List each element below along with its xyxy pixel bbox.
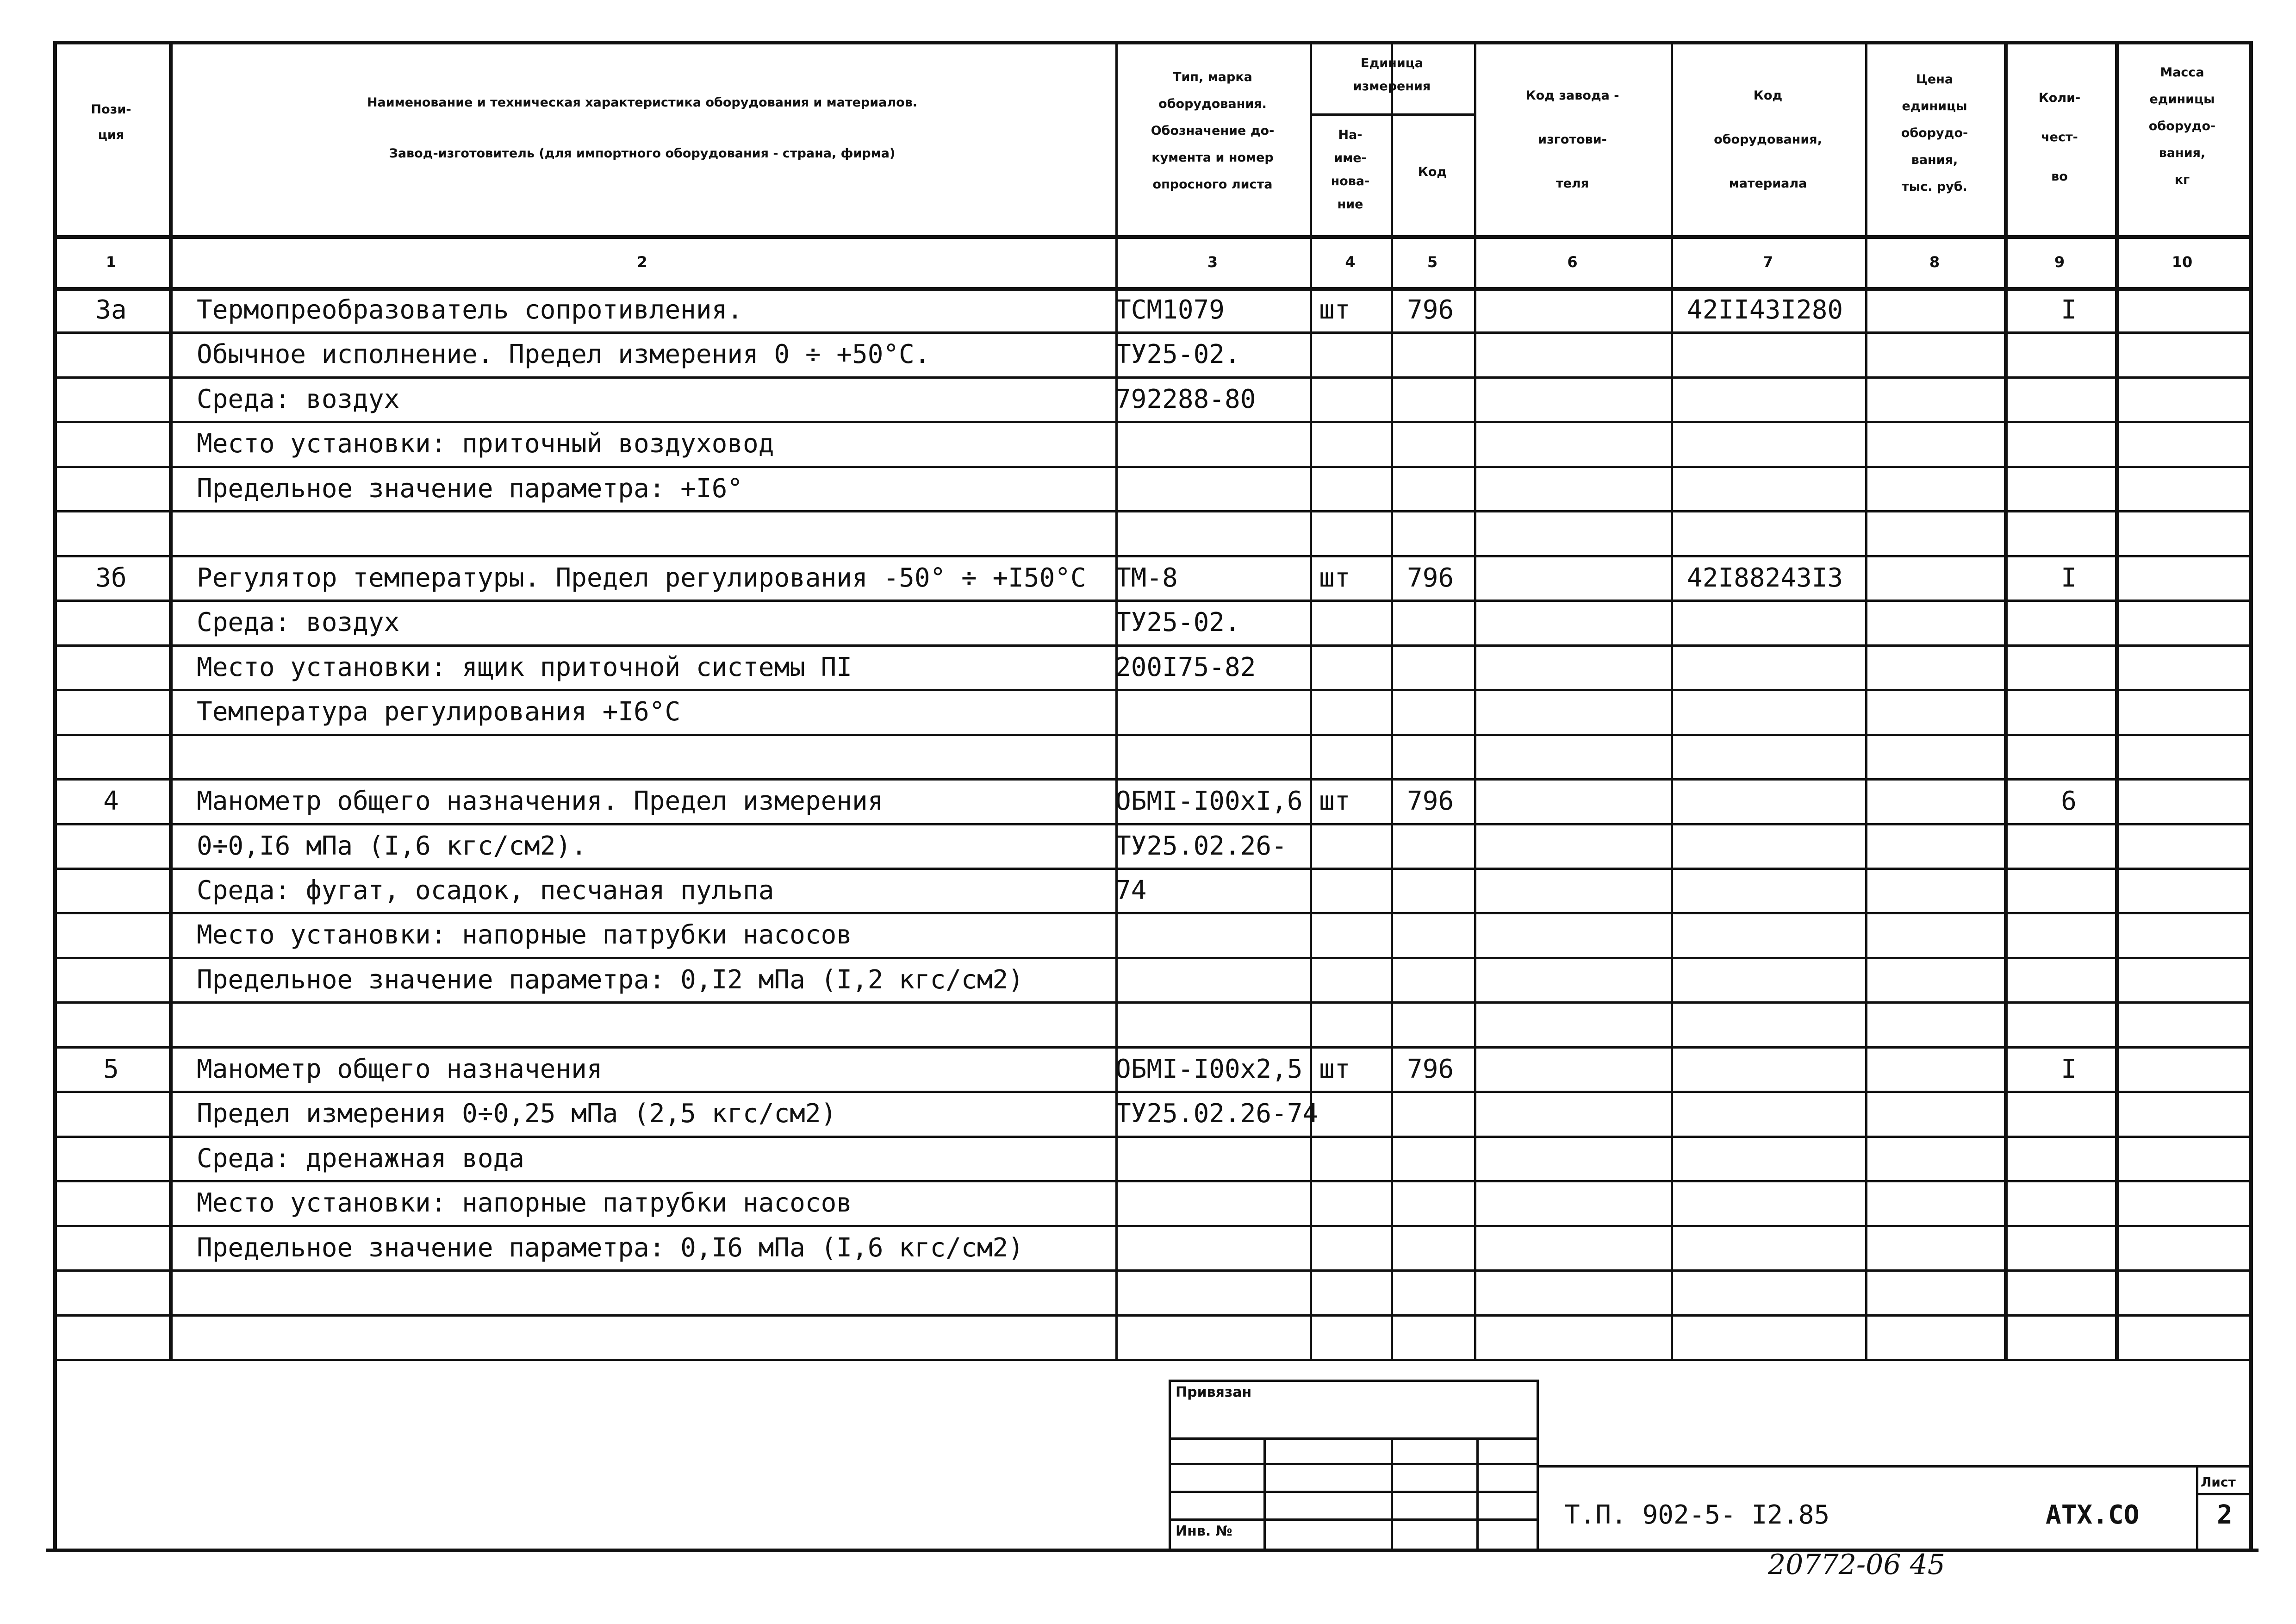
column-number: 6 bbox=[1567, 253, 1578, 271]
row-name: Среда: фугат, осадок, песчаная пульпа bbox=[197, 875, 774, 906]
row-line bbox=[53, 1359, 2249, 1361]
row-name: Среда: воздух bbox=[197, 607, 400, 638]
column-number: 2 bbox=[637, 253, 647, 271]
header-bottom bbox=[53, 235, 2249, 239]
row-line bbox=[53, 1091, 2249, 1093]
row-unit-code: 796 bbox=[1407, 562, 1454, 593]
header-quantity-line: Коли- bbox=[2038, 91, 2081, 105]
row-line bbox=[53, 510, 2249, 512]
row-type: ТСМ1079 bbox=[1115, 295, 1225, 325]
column-line bbox=[2115, 41, 2119, 1359]
header-price-line: единицы bbox=[1902, 99, 1967, 113]
row-type: ТМ-8 bbox=[1115, 562, 1178, 593]
row-name: Место установки: напорные патрубки насосов bbox=[197, 1188, 852, 1218]
header-mass-line: единицы bbox=[2149, 92, 2215, 106]
header-unit-group-line: Единица bbox=[1361, 56, 1423, 70]
stamp-line bbox=[1537, 1465, 2249, 1468]
header-mass-line: оборудо- bbox=[2148, 119, 2216, 133]
column-line bbox=[2004, 41, 2008, 1359]
header-quantity-line: во bbox=[2051, 169, 2068, 184]
header-type-line: опросного листа bbox=[1152, 177, 1273, 192]
header-unit-name-line: нова- bbox=[1331, 174, 1370, 188]
archive-number: 20772-06 45 bbox=[1768, 1549, 1945, 1581]
row-position: 5 bbox=[103, 1054, 119, 1084]
row-quantity: I bbox=[2061, 562, 2077, 593]
header-equipment-code-line: материала bbox=[1729, 176, 1807, 191]
row-name: Предел измерения 0÷0,25 мПа (2,5 кгс/см2) bbox=[197, 1099, 837, 1129]
column-number: 3 bbox=[1207, 253, 1218, 271]
stamp-line bbox=[1169, 1380, 1537, 1382]
row-name: Предельное значение параметра: 0,I6 мПа (I,6 кгс/см2) bbox=[197, 1232, 1024, 1263]
row-unit-code: 796 bbox=[1407, 786, 1454, 817]
row-type: ТУ25-02. bbox=[1115, 607, 1240, 638]
row-name: Обычное исполнение. Предел измерения 0 ÷ +50°С. bbox=[197, 339, 930, 370]
frame-right bbox=[2249, 41, 2253, 1549]
row-name: 0÷0,I6 мПа (I,6 кгс/см2). bbox=[197, 831, 587, 861]
header-price-line: тыс. руб. bbox=[1902, 180, 1967, 194]
row-type: ТУ25.02.26- bbox=[1115, 831, 1287, 861]
row-equipment-code: 42I88243I3 bbox=[1687, 562, 1843, 593]
header-type-line: Тип, марка bbox=[1173, 70, 1252, 84]
row-quantity: 6 bbox=[2061, 786, 2077, 817]
column-line bbox=[1115, 41, 1118, 1359]
row-type: ТУ25.02.26-74 bbox=[1115, 1099, 1319, 1129]
column-line bbox=[1391, 41, 1393, 1359]
row-type: ТУ25-02. bbox=[1115, 339, 1240, 370]
stamp-line bbox=[1169, 1491, 1537, 1493]
row-unit: шт bbox=[1319, 1054, 1350, 1084]
row-line bbox=[53, 421, 2249, 423]
row-line bbox=[53, 734, 2249, 736]
sheet-label: Лист bbox=[2201, 1474, 2236, 1490]
header-name-line: Завод-изготовитель (для импортного оборудования - страна, фирма) bbox=[389, 146, 896, 161]
column-line bbox=[1671, 41, 1673, 1359]
row-line bbox=[53, 331, 2249, 334]
row-line bbox=[53, 1001, 2249, 1004]
document-mark: АТХ.СО bbox=[2046, 1500, 2140, 1530]
column-number: 7 bbox=[1762, 253, 1773, 271]
row-unit: шт bbox=[1319, 786, 1350, 817]
row-position: 4 bbox=[103, 786, 119, 817]
header-position-line: Пози- bbox=[91, 102, 131, 117]
row-line bbox=[53, 1269, 2249, 1272]
header-price-line: вания, bbox=[1911, 153, 1958, 167]
row-type: 74 bbox=[1115, 875, 1147, 906]
row-position: 3а bbox=[95, 295, 127, 325]
row-name: Температура регулирования +I6°С bbox=[197, 697, 681, 727]
row-line bbox=[53, 912, 2249, 914]
row-name: Место установки: ящик приточной системы ПI bbox=[197, 652, 852, 682]
header-type-line: кумента и номер bbox=[1151, 150, 1274, 165]
header-unit-group-line: измерения bbox=[1353, 79, 1431, 94]
column-number: 10 bbox=[2172, 253, 2193, 271]
header-equipment-code-line: оборудования, bbox=[1714, 132, 1822, 147]
document-code: Т.П. 902-5- I2.85 bbox=[1564, 1500, 1830, 1530]
column-number: 1 bbox=[106, 253, 117, 271]
row-name: Термопреобразователь сопротивления. bbox=[197, 295, 743, 325]
header-price-line: оборудо- bbox=[1901, 126, 1968, 140]
row-unit: шт bbox=[1319, 562, 1350, 593]
header-type-line: Обозначение до- bbox=[1151, 124, 1275, 138]
header-unit-name-line: име- bbox=[1334, 151, 1367, 165]
row-type: 792288-80 bbox=[1115, 384, 1256, 414]
stamp-line bbox=[1169, 1380, 1171, 1549]
row-name: Место установки: приточный воздуховод bbox=[197, 429, 774, 459]
column-line bbox=[169, 41, 173, 1359]
header-mass-line: Масса bbox=[2160, 65, 2204, 80]
row-position: 3б bbox=[95, 562, 127, 593]
header-mass-line: кг bbox=[2174, 173, 2190, 187]
stamp-line bbox=[1169, 1518, 1537, 1521]
stamp-line bbox=[2196, 1493, 2249, 1495]
header-quantity-line: чест- bbox=[2041, 130, 2078, 144]
column-number: 4 bbox=[1345, 253, 1356, 271]
header-unit-code-line: Код bbox=[1418, 165, 1447, 179]
row-quantity: I bbox=[2061, 295, 2077, 325]
header-name-line: Наименование и техническая характеристика оборудования и материалов. bbox=[367, 95, 918, 110]
header-unit-name-line: На- bbox=[1338, 128, 1363, 142]
row-unit: шт bbox=[1319, 295, 1350, 325]
header-plant-code-line: теля bbox=[1556, 176, 1589, 191]
header-plant-code-line: изготови- bbox=[1538, 132, 1607, 147]
header-unit-name-line: ние bbox=[1337, 197, 1363, 212]
privyazan-label: Привязан bbox=[1176, 1384, 1252, 1400]
row-name: Среда: дренажная вода bbox=[197, 1143, 525, 1174]
column-number: 5 bbox=[1427, 253, 1438, 271]
stamp-line bbox=[1391, 1437, 1393, 1549]
row-type: 200I75-82 bbox=[1115, 652, 1256, 682]
column-line bbox=[1865, 41, 1867, 1359]
row-name: Регулятор температуры. Предел регулирования -50° ÷ +I50°С bbox=[197, 562, 1086, 593]
row-name: Среда: воздух bbox=[197, 384, 400, 414]
header-mass-line: вания, bbox=[2159, 146, 2206, 160]
frame-top bbox=[53, 41, 2249, 44]
row-name: Манометр общего назначения. Предел измерения bbox=[197, 786, 884, 817]
header-plant-code-line: Код завода - bbox=[1525, 88, 1619, 103]
row-equipment-code: 42II43I280 bbox=[1687, 295, 1843, 325]
stamp-line bbox=[1169, 1437, 1537, 1440]
header-equipment-code-line: Код bbox=[1753, 88, 1783, 103]
header-price-line: Цена bbox=[1916, 72, 1954, 87]
row-type: ОБМI-I00х2,5 bbox=[1115, 1054, 1303, 1084]
row-line bbox=[53, 1314, 2249, 1317]
row-unit-code: 796 bbox=[1407, 295, 1454, 325]
stamp-line bbox=[1169, 1463, 1537, 1465]
inventory-number-label: Инв. № bbox=[1176, 1523, 1232, 1539]
column-number: 8 bbox=[1929, 253, 1940, 271]
row-quantity: I bbox=[2061, 1054, 2077, 1084]
header-position-line: ция bbox=[98, 128, 124, 142]
row-unit-code: 796 bbox=[1407, 1054, 1454, 1084]
stamp-line bbox=[1476, 1437, 1479, 1549]
column-number: 9 bbox=[2054, 253, 2065, 271]
row-name: Место установки: напорные патрубки насосов bbox=[197, 920, 852, 950]
header-type-line: оборудования. bbox=[1158, 97, 1267, 111]
sheet-number: 2 bbox=[2217, 1500, 2233, 1530]
row-name: Манометр общего назначения bbox=[197, 1054, 603, 1084]
row-name: Предельное значение параметра: +I6° bbox=[197, 473, 743, 504]
stamp-line bbox=[1537, 1380, 1539, 1549]
column-line bbox=[1310, 41, 1312, 1359]
row-name: Предельное значение параметра: 0,I2 мПа (I,2 кгс/см2) bbox=[197, 964, 1024, 995]
row-type: ОБМI-I00хI,6 bbox=[1115, 786, 1303, 817]
stamp-line bbox=[1263, 1437, 1266, 1549]
stamp-line bbox=[2196, 1465, 2198, 1549]
column-line bbox=[1474, 41, 1476, 1359]
